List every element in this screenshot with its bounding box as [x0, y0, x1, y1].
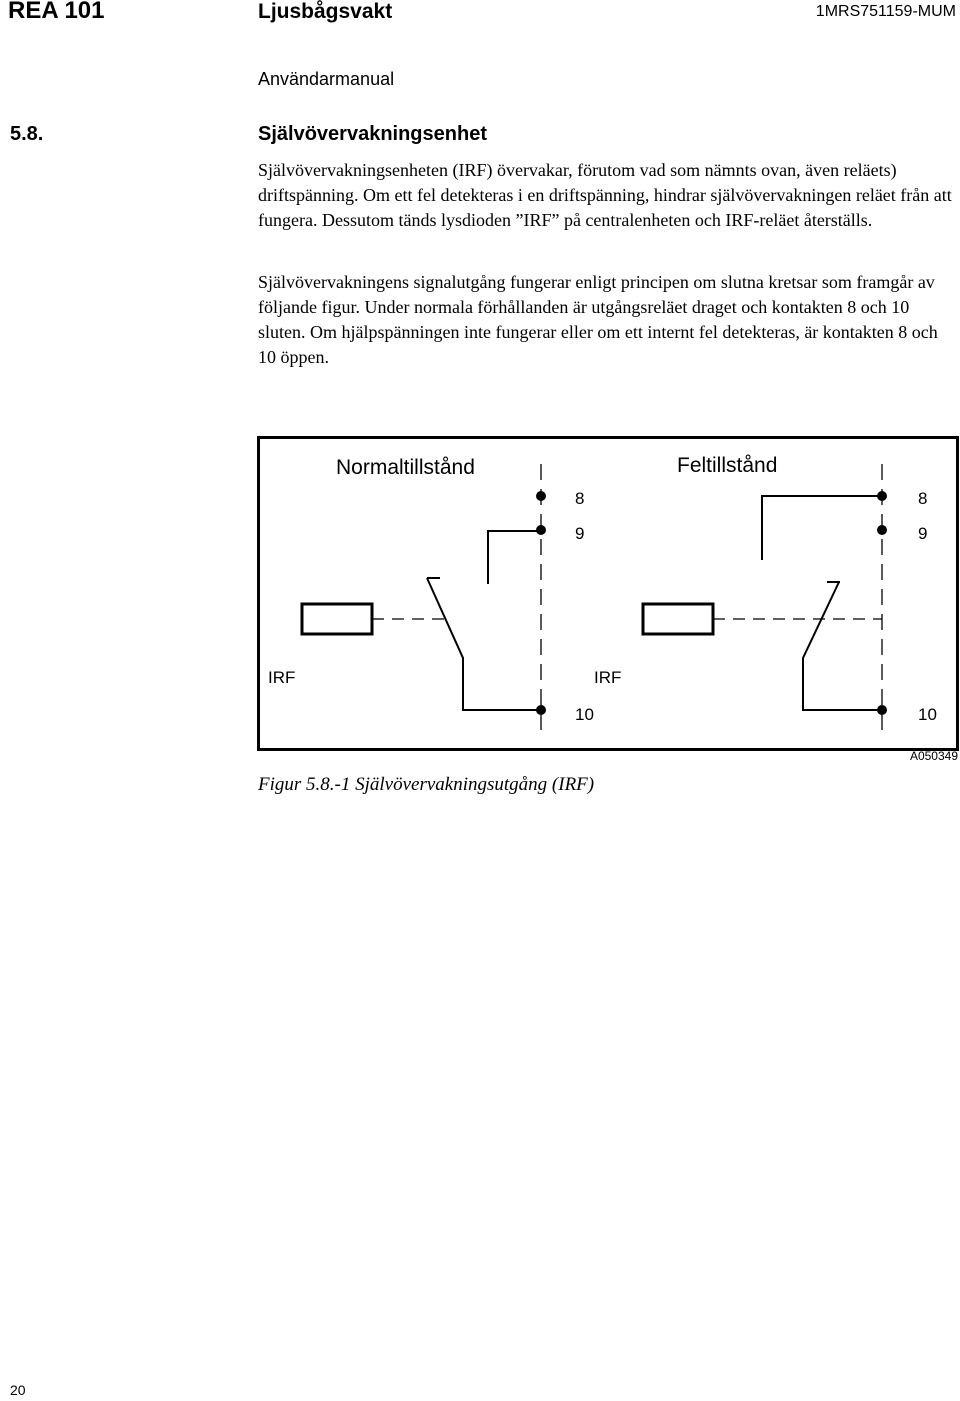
panel-fault	[594, 454, 937, 738]
paragraph-2: Självövervakningens signalutgång fungerar enligt principen om slutna kretsar som framgår av följande figur. Under normala förhållanden är utgångsreläet draget och kontakten 8 och 10 sluten. Om hjälpspänningen inte fungerar eller om ett internt fel detekteras, är kontakten 8 och 10 öppen.	[258, 272, 938, 367]
terminal-8-label: 8	[918, 489, 928, 508]
terminal-9-dot	[877, 525, 887, 535]
terminal-9-label: 9	[575, 524, 585, 543]
terminal-8-label: 8	[575, 489, 585, 508]
wire-9	[488, 531, 541, 584]
figure-frame	[259, 438, 958, 750]
relay-coil	[643, 604, 713, 634]
coil-label: IRF	[594, 668, 622, 687]
terminal-8-dot	[536, 491, 546, 501]
paragraph-1: Självövervakningsenheten (IRF) övervakar, förutom vad som nämnts ovan, även reläets) driftspänning. Om ett fel detekteras i en driftspänning, hindrar självövervakningen reläet från att fungera. Dessutom tänds lysdioden ”IRF” på centralenheten och IRF-reläet återställs.	[258, 160, 952, 230]
figure-reference-code: A050349	[909, 749, 958, 763]
terminal-9-dot	[536, 525, 546, 535]
page-number: 20	[10, 1382, 26, 1398]
panel-fault-title: Feltillstånd	[677, 454, 778, 477]
panel-normal	[268, 456, 594, 738]
panel-normal-title: Normaltillstånd	[336, 456, 475, 479]
terminal-9-label: 9	[918, 524, 928, 543]
wire-8	[762, 496, 882, 560]
figure-caption: Figur 5.8.-1 Självövervakningsutgång (IRF)	[258, 774, 595, 795]
switch-arm	[427, 578, 541, 710]
section-title: Självövervakningsenhet	[258, 123, 487, 145]
product-name: REA 101	[8, 0, 105, 24]
relay-coil	[302, 604, 372, 634]
document-title: Ljusbågsvakt	[258, 0, 393, 23]
switch-arm	[803, 582, 882, 710]
section-number: 5.8.	[10, 123, 44, 145]
figure-irf-circuit	[257, 436, 959, 752]
terminal-10-label: 10	[575, 705, 594, 724]
terminal-8-dot	[877, 491, 887, 501]
document-subtitle: Användarmanual	[258, 69, 395, 89]
circuit-diagram	[257, 436, 959, 752]
document-id: 1MRS751159-MUM	[815, 3, 956, 20]
terminal-10-label: 10	[918, 705, 937, 724]
coil-label: IRF	[268, 668, 296, 687]
